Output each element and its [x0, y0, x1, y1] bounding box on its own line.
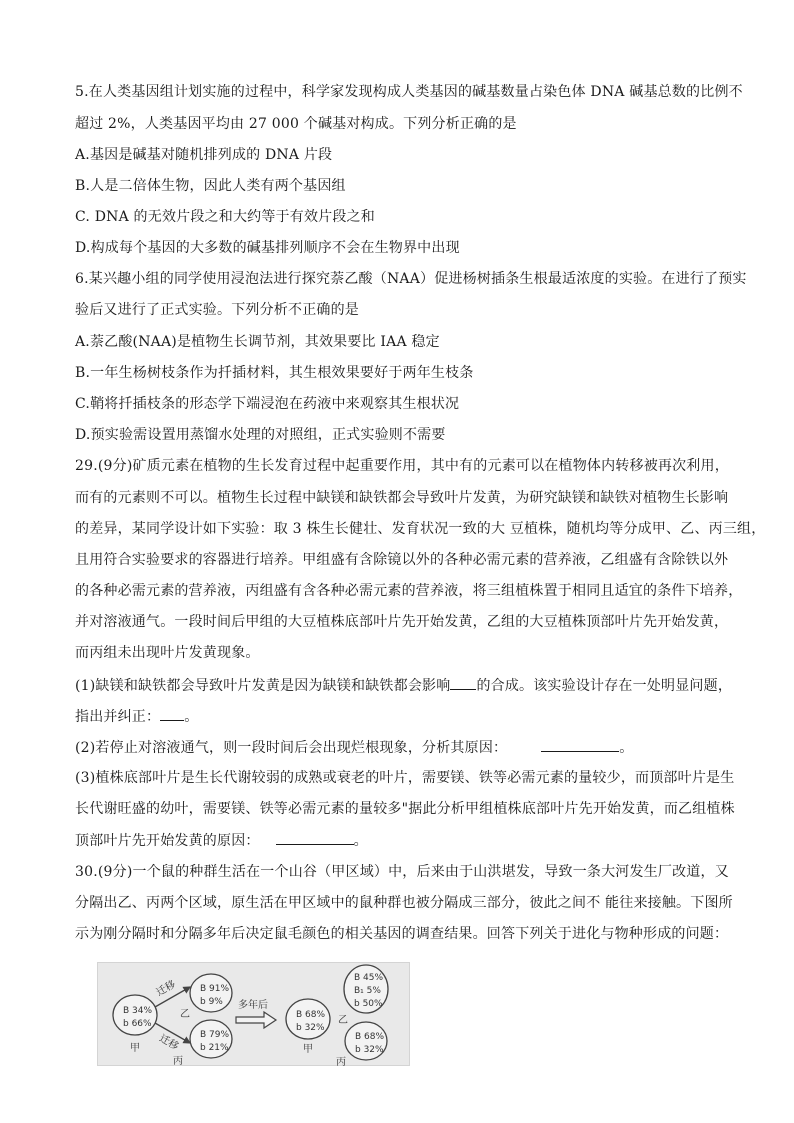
- right-bing-b: b 32%: [355, 1045, 384, 1055]
- left-jia-b: b 66%: [123, 1019, 152, 1029]
- right-yi-B1: B₁ 5%: [354, 986, 381, 996]
- q29-sub2-text-a: (2)若停止对溶液通气，则一段时间后会出现烂根现象，分析其原因：: [75, 740, 508, 756]
- gene-frequency-diagram: [98, 963, 411, 1067]
- q30-line2: 分隔出乙、丙两个区域，原生活在甲区域中的鼠种群也被分隔成三部分，彼此之间不 能往来接触。下图所: [75, 895, 733, 911]
- q29-sub1-line2: [75, 706, 725, 727]
- q29-line1: 29.(9分)矿质元素在植物的生长发育过程中起重要作用，其中有的元素可以在植物体内转移被再次利用，: [75, 458, 729, 474]
- right-yi-label: 乙: [338, 1015, 348, 1026]
- q29-line5: 的各种必需元素的营养液，丙组盛有含各种必需元素的营养液，将三组植株置于相同且适宜的条件下培养，: [75, 583, 743, 599]
- q5-stem-line1: 5.在人类基因组计划实施的过程中，科学家发现构成人类基因的碱基数量占染色体 DNA 碱基总数的比例不: [75, 84, 743, 100]
- left-yi-b: b 9%: [200, 997, 223, 1007]
- q29-sub3-line3: [75, 830, 725, 851]
- answer-blank[interactable]: [160, 706, 184, 721]
- left-jia-B: B 34%: [123, 1006, 153, 1016]
- q6-option-a: A.萘乙酸(NAA)是植物生长调节剂，其效果要比 IAA 稳定: [75, 334, 440, 350]
- q29-sub3-line1: (3)植株底部叶片是生长代谢较弱的成熟或衰老的叶片，需要镁、铁等必需元素的量较少，而顶部叶片是生: [75, 770, 735, 786]
- right-jia-B: B 68%: [296, 1010, 326, 1020]
- answer-blank[interactable]: [541, 737, 619, 752]
- q5-option-c: C. DNA 的无效片段之和大约等于有效片段之和: [75, 209, 375, 225]
- left-bing-b: b 21%: [200, 1043, 229, 1053]
- q6-option-c: C.鞘将扦插枝条的形态学下端浸泡在药液中来观察其生根状况: [75, 396, 460, 412]
- right-jia-b: b 32%: [296, 1023, 325, 1033]
- time-arrow-icon: [236, 1012, 276, 1028]
- right-yi-b: b 50%: [354, 999, 383, 1009]
- q29-sub2: [75, 737, 725, 758]
- q30-line3: 示为刚分隔时和分隔多年后决定鼠毛颜色的相关基因的调查结果。回答下列关于进化与物种形成的问题：: [75, 926, 729, 942]
- q29-sub3-text-a: 顶部叶片先开始发黄的原因：: [75, 833, 260, 849]
- q29-sub3-line2: 长代谢旺盛的幼叶，需要镁、铁等必需元素的量较多"据此分析甲组植株底部叶片先开始发黄，而乙组植株: [75, 801, 735, 817]
- q30-line1: 30.(9分)一个鼠的种群生活在一个山谷（甲区域）中，后来由于山洪堪发，导致一条大河发生厂改道，又: [75, 864, 729, 880]
- left-bing-label: 丙: [173, 1056, 183, 1067]
- arrow-top-label: 迁移: [154, 979, 178, 999]
- q6-stem-line2: 验后又进行了正式实验。下列分析不正确的是: [75, 302, 359, 318]
- years-label: 多年后: [238, 1000, 268, 1011]
- q6-option-d: D.预实验需设置用蒸馏水处理的对照组，正式实验则不需要: [75, 427, 446, 443]
- left-jia-label: 甲: [130, 1043, 140, 1054]
- q29-line4: 且用符合实验要求的容器进行培养。甲组盛有含除镜以外的各种必需元素的营养液，乙组盛有含除铁以外: [75, 552, 729, 568]
- arrow-bottom-label: 迁移: [157, 1033, 181, 1053]
- q5-option-d: D.构成每个基因的大多数的碱基排列顺序不会在生物界中出现: [75, 240, 460, 256]
- left-yi-B: B 91%: [200, 984, 230, 994]
- q6-option-b: B.一年生杨树枝条作为扦插材料，其生根效果要好于两年生枝条: [75, 365, 474, 381]
- left-yi-label: 乙: [180, 1009, 190, 1020]
- left-bing-B: B 79%: [200, 1030, 230, 1040]
- q29-sub1-text-c: 指出并纠正：: [75, 709, 161, 725]
- right-yi-B: B 45%: [354, 973, 384, 983]
- answer-blank[interactable]: [450, 675, 476, 690]
- gene-frequency-figure: [97, 962, 410, 1066]
- q5-option-b: B.人是二倍体生物，因此人类有两个基因组: [75, 178, 346, 194]
- answer-blank[interactable]: [276, 830, 354, 845]
- q5-option-a: A.基因是碱基对随机排列成的 DNA 片段: [75, 147, 333, 163]
- right-bing-B: B 68%: [355, 1032, 385, 1042]
- q29-sub2-text-b: 。: [619, 740, 634, 756]
- q29-line2: 而有的元素则不可以。植物生长过程中缺镁和缺铁都会导致叶片发黄，为研究缺镁和缺铁对植物生长影响: [75, 490, 729, 506]
- q29-sub1-text-b: 的合成。该实验设计存在一处明显问题，: [476, 678, 733, 694]
- q29-sub1-text-d: 。: [184, 709, 199, 725]
- right-jia-label: 甲: [303, 1044, 313, 1055]
- q29-sub3-text-b: 。: [353, 833, 368, 849]
- q29-line7: 而丙组未出现叶片发黄现象。: [75, 645, 260, 661]
- right-bing-label: 丙: [336, 1057, 346, 1067]
- q29-line6: 并对溶液通气。一段时间后甲组的大豆植株底部叶片先开始发黄，乙组的大豆植株顶部叶片先开始发黄，: [75, 614, 729, 630]
- q5-stem-line2: 超过 2%，人类基因平均由 27 000 个碱基对构成。下列分析正确的是: [75, 116, 517, 132]
- q6-stem-line1: 6.某兴趣小组的同学使用浸泡法进行探究萘乙酸（NAA）促进杨树插条生根最适浓度的实验。在进行了预实: [75, 271, 747, 287]
- q29-sub1-line1: [75, 675, 733, 696]
- q29-sub1-text-a: (1)缺镁和缺铁都会导致叶片发黄是因为缺镁和缺铁都会影响: [75, 678, 451, 694]
- q29-line3: 的差异，某同学设计如下实验：取 3 株生长健壮、发育状况一致的大 豆植株，随机均等分成甲、乙、丙三组，: [75, 521, 766, 537]
